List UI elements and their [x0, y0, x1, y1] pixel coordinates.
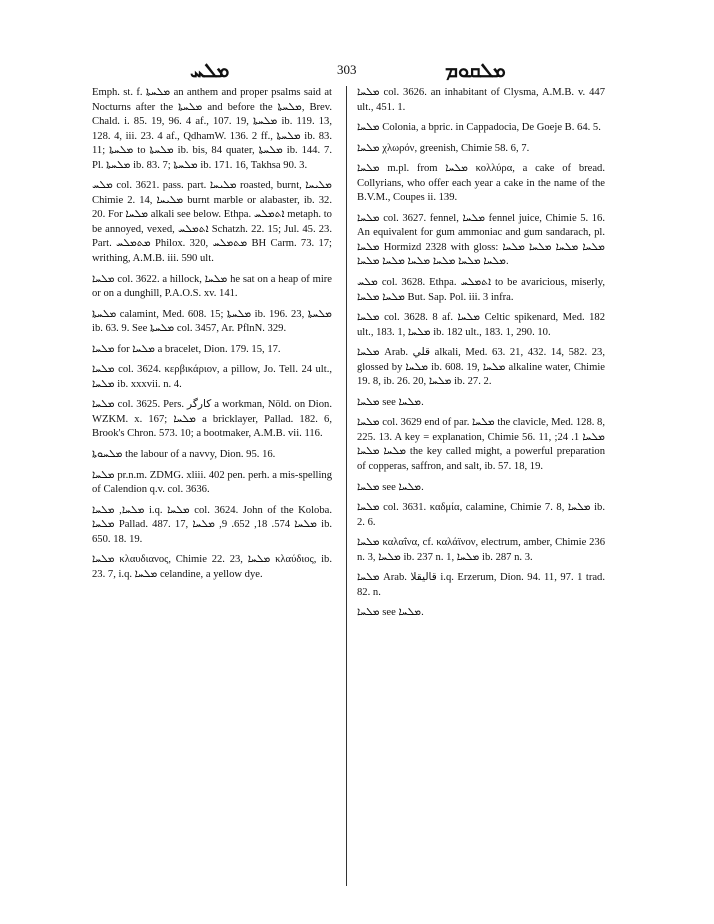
- entry: ܡܠܚܐ col. 3627. fennel, ܡܠܚܐ fennel juice, Chimie 5. 16. An equivalent for gum ammoniac and gum sandarach, pl. ܡܠܚܐ Hormizd 2328 with gloss: ܡܠܚܐ ܡܠܚܐ ܡܠܚܐ ܡܠܚܐ ܡܠܚܐ ܡܠܚܐ ܡܠܚܐ ܡܠܚܐ ܡܠܚܐ ܡܠܚܐ.: [357, 212, 606, 268]
- entry: ܡܠܚܐ Arab. قلي alkali, Med. 63. 21, 432. 14, 582. 23, glossed by ܡܠܚܐ ib. 608. 19, ܡܠܚܐ alkaline water, Chimie 19. 8, ib. 26. 20, ܡܠܚܐ ib. 27. 2.: [357, 347, 606, 388]
- entry: ܡܠܚܐ Colonia, a bpric. in Cappadocia, De Goeje B. 64. 5.: [357, 122, 601, 134]
- entry: ܡܠܚܐ col. 3622. a hillock, ܡܠܚܐ he sat on a heap of mire or on a dunghill, P.A.O.S. xv. 141.: [92, 273, 332, 300]
- entry: ܡܠܚܐ see ܡܠܚܐ.: [357, 607, 424, 619]
- entry: ܡܠܚܐ col. 3625. Pers. کارگر a workman, Nöld. on Dion. WZKM. x. 167; ܡܠܚܐ a bricklayer, Pallad. 182. 6, Brook's Chron. 573. 10; a bootmaker, A.M.B. vii. 116.: [92, 399, 332, 440]
- entry: ܡܠܚܐ col. 3629 end of par. ܡܠܚܐ the clavicle, Med. 128. 8, 225. 13. A key = explanation, Chimie 56. 11, ܡܠܚܐ 1. 24; ܡܠܚܐ ܡܠܚܐ the key called might, a powerful preparation of copperas, saffron, and salt, ib. 57. 18, 19.: [357, 417, 605, 473]
- entry: ܡܠܚܐ see ܡܠܚܐ.: [357, 481, 424, 493]
- entry: Emph. st. f. ܡܠܚܬܐ an anthem and proper psalms said at Nocturns after the ܡܠܚܬܐ and before the ܡܠܚܬܐ, Brev. Chald. i. 85. 19, 96. 4 af., 107. 19, ܡܠܚܬܐ ib. 119. 13, 128. 4, iii. 23. 4 af., QdhamW. 136. 2 ff., ܡܠܚܬܐ ib. 83. 11; ܡܠܚܬܐ to ܡܠܚܬܐ ib. bis, 84 quater, ܡܠܚܬܐ ib. 144. 7. Pl. ܡܠܚܬܐ ib. 83. 7; ܡܠܚܬܐ ib. 171. 16, Takhsa 90. 3.: [92, 87, 332, 171]
- entry: ܡܠܚܬܐ calamint, Med. 608. 15; ܡܠܚܬܐ ib. 196. 23, ܡܠܚܬܐ ib. 63. 9. See ܡܠܚܬܐ col. 3457, Ar. PflnN. 329.: [92, 308, 332, 335]
- entry: ܡܠܚܐ καλαΐνα, cf. καλάϊνον, electrum, amber, Chimie 236 n. 3, ܡܠܚܐ ib. 237 n. 1, ܡܠܚܐ ib. 287 n. 3.: [357, 537, 605, 563]
- page-number: 303: [337, 62, 357, 77]
- running-head-left: ܡܠܚ: [190, 60, 230, 82]
- entry: ܡܠܚܐ m.pl. from ܡܠܚܐ κολλύρα, a cake of bread. Collyrians, who offer each year a cake in the name of the B.V.M., Coupes ii. 139.: [357, 163, 605, 204]
- entry: ܡܠܚܐ col. 3624. κερβικάριον, a pillow, Jo. Tell. 24 ult., ܡܠܚܐ ib. xxxvii. n. 4.: [92, 364, 332, 390]
- entry: ܡܠܚܐ col. 3626. an inhabitant of Clysma, A.M.B. v. 447 ult., 451. 1.: [357, 87, 605, 113]
- entry: ܡܠܚܐ col. 3631. καδμία, calamine, Chimie 7. 8, ܡܠܚܐ ib. 2. 6.: [357, 502, 605, 528]
- entry: ܡܠܚܐ see ܡܠܚܐ.: [357, 396, 424, 408]
- entry: ܡܠܚܘܬܐ the labour of a navvy, Dion. 95. 16.: [92, 449, 276, 461]
- entry: ܡܠܚܐ pr.n.m. ZDMG. xliii. 402 pen. perh. a mis-spelling of Calendion q.v. col. 3636.: [92, 469, 332, 496]
- entry: ܡܠܚܐ χλωρόν, greenish, Chimie 58. 6, 7.: [357, 142, 530, 154]
- entry: ܡܠܚ col. 3628. Ethpa. ܐܬܡܠܚ to be avaricious, miserly, ܡܠܚܐ ܡܠܚܐ But. Sap. Pol. iii. 3 infra.: [357, 277, 605, 303]
- entry: ܡܠܚ col. 3621. pass. part. ܡܠܝܚܐ roasted, burnt, ܡܠܝܚܐ Chimie 2. 14, ܡܠܝܚܐ burnt marble or alabaster, ib. 32. 20. For ܡܠܚܐ alkali see below. Ethpa. ܐܬܡܠܚ metaph. to be annoyed, vexed, ܐܬܡܠܚ Schatzh. 22. 15; Jul. 45. 23. Part. ܡܬܡܠܚ Philox. 320, ܡܬܡܠܚ BH Carm. 73. 17; writhing, A.M.B. iii. 590 ult.: [92, 180, 332, 265]
- left-column: [92, 86, 332, 588]
- running-head-right: ܡܠܩܘܡ: [445, 60, 506, 82]
- right-column: [357, 86, 605, 627]
- entry: ܡܠܚܐ col. 3628. 8 af. ܡܠܚܐ Celtic spikenard, Med. 182 ult., 183. 1, ܡܠܚܐ ib. 182 ult., 183. 1, 290. 10.: [357, 312, 605, 338]
- entry: ܡܠܚܐ, ܡܠܚܐ i.q. ܡܠܚܐ col. 3624. John of the Koloba. ܡܠܚܐ Pallad. 487. 17, ܡܠܚܐ 574. 18, 652. 9, ܡܠܚܐ ib. 650. 18. 19.: [92, 504, 333, 545]
- entry: ܡܠܚܐ for ܡܠܚܐ a bracelet, Dion. 179. 15, 17.: [92, 343, 281, 355]
- entry: ܡܠܚܐ κλαυδιανος, Chimie 22. 23, ܡܠܚܐ κλαύδιος, ib. 23. 7, i.q. ܡܠܚܐ celandine, a yellow dye.: [92, 554, 332, 580]
- entry: ܡܠܚܐ Arab. قاليقلا i.q. Erzerum, Dion. 94. 11, 97. 1 trad. 82. n.: [357, 572, 605, 598]
- column-divider: [346, 86, 347, 886]
